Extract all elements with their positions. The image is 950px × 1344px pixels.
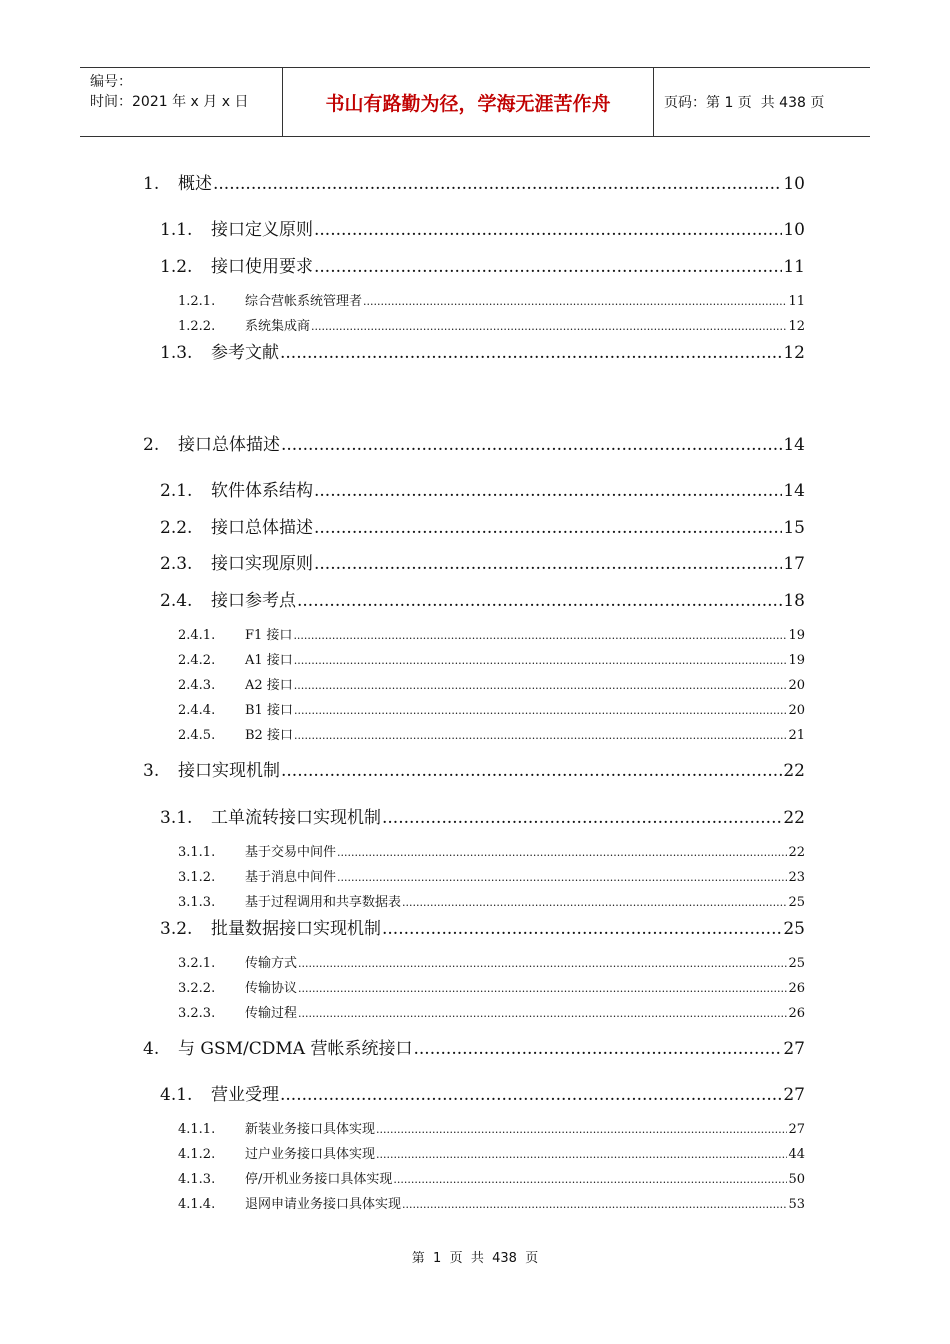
toc-dot-leader (297, 591, 782, 611)
toc-dot-leader (294, 729, 787, 742)
toc-entry-number: 4.1.2. (178, 1147, 216, 1162)
toc-dot-leader (298, 1007, 787, 1020)
toc-dot-leader (280, 1085, 782, 1105)
toc-entry-level-3[interactable] (178, 1143, 805, 1162)
toc-entry-level-2[interactable] (160, 803, 805, 828)
toc-entry-title: 接口实现原则 (211, 554, 313, 574)
toc-dot-leader (402, 1198, 787, 1211)
toc-entry-level-2[interactable] (160, 252, 805, 277)
toc-entry-number: 4.1.4. (178, 1197, 216, 1212)
page-footer (0, 1247, 950, 1266)
toc-entry-number: 3.1.1. (178, 845, 216, 860)
toc-entry-level-2[interactable] (160, 914, 805, 939)
toc-entry-level-3[interactable] (178, 1002, 805, 1021)
toc-entry-title: 基于过程调用和共享数据表 (245, 895, 402, 910)
toc-entry-title: 软件体系结构 (211, 481, 313, 501)
document-time-label: 时间：2021 年 x 月 x 日 (90, 94, 249, 110)
toc-entry-title: 系统集成商 (245, 319, 311, 334)
toc-dot-leader (294, 704, 787, 717)
toc-entry-level-3[interactable] (178, 841, 805, 860)
toc-entry-level-3[interactable] (178, 674, 805, 693)
toc-dot-leader (213, 174, 782, 194)
toc-entry-page: 23 (788, 870, 805, 885)
toc-entry-level-2[interactable] (160, 586, 805, 611)
toc-entry-level-3[interactable] (178, 1118, 805, 1137)
toc-entry-number: 2.4.3. (178, 678, 216, 693)
toc-entry-page: 18 (783, 591, 805, 611)
header-motto: 书山有路勤为径，学海无涯苦作舟 (282, 68, 654, 136)
toc-entry-title: 传输过程 (245, 1006, 298, 1021)
toc-entry-title: F1 接口 (245, 628, 293, 643)
toc-dot-leader (376, 1148, 787, 1161)
toc-entry-title: 概述 (178, 174, 212, 194)
toc-entry-level-3[interactable] (178, 624, 805, 643)
toc-entry-number: 3. (143, 761, 160, 781)
toc-entry-page: 22 (788, 845, 805, 860)
toc-entry-title: 营业受理 (211, 1085, 279, 1105)
toc-dot-leader (337, 846, 787, 859)
toc-entry-page: 26 (788, 1006, 805, 1021)
toc-entry-title: 与 GSM/CDMA 营帐系统接口 (178, 1039, 413, 1059)
toc-dot-leader (294, 654, 788, 667)
toc-dot-leader (298, 957, 787, 970)
toc-entry-level-1[interactable] (143, 430, 805, 455)
toc-entry-page: 14 (783, 435, 805, 455)
toc-entry-number: 4.1.1. (178, 1122, 216, 1137)
toc-entry-number: 2.2. (160, 518, 193, 538)
toc-entry-page: 15 (783, 518, 805, 538)
toc-entry-title: 传输方式 (245, 956, 298, 971)
toc-entry-title: 参考文献 (211, 343, 279, 363)
toc-entry-number: 3.2.2. (178, 981, 216, 996)
toc-entry-page: 27 (788, 1122, 805, 1137)
toc-entry-number: 2.3. (160, 554, 193, 574)
toc-entry-number: 1.2.2. (178, 319, 216, 334)
toc-entry-level-3[interactable] (178, 315, 805, 334)
toc-dot-leader (393, 1173, 787, 1186)
footer-page-number: 第 1 页 共 438 页 (411, 1251, 539, 1266)
toc-dot-leader (314, 518, 782, 538)
toc-entry-title: 传输协议 (245, 981, 298, 996)
toc-entry-page: 10 (783, 174, 805, 194)
toc-entry-page: 14 (783, 481, 805, 501)
toc-entry-page: 27 (783, 1085, 805, 1105)
toc-entry-page: 17 (783, 554, 805, 574)
toc-entry-page: 22 (783, 761, 805, 781)
toc-entry-page: 27 (783, 1039, 805, 1059)
toc-entry-level-2[interactable] (160, 338, 805, 363)
toc-entry-number: 1.1. (160, 220, 193, 240)
toc-entry-page: 20 (788, 703, 805, 718)
toc-entry-number: 3.1.3. (178, 895, 216, 910)
toc-entry-page: 25 (783, 919, 805, 939)
toc-entry-page: 20 (788, 678, 805, 693)
toc-entry-title: 批量数据接口实现机制 (211, 919, 381, 939)
toc-entry-number: 2.4.4. (178, 703, 216, 718)
toc-entry-level-3[interactable] (178, 649, 805, 668)
toc-dot-leader (314, 257, 782, 277)
toc-entry-number: 1.2. (160, 257, 193, 277)
toc-entry-title: 工单流转接口实现机制 (211, 808, 381, 828)
toc-entry-page: 11 (788, 294, 805, 309)
toc-entry-title: 接口总体描述 (211, 518, 313, 538)
toc-entry-title: 基于消息中间件 (245, 870, 337, 885)
toc-entry-number: 1.3. (160, 343, 193, 363)
toc-entry-number: 2. (143, 435, 160, 455)
toc-entry-number: 3.2.1. (178, 956, 216, 971)
toc-entry-level-1[interactable] (143, 169, 805, 194)
toc-entry-level-2[interactable] (160, 513, 805, 538)
toc-entry-page: 50 (788, 1172, 805, 1187)
toc-entry-level-3[interactable] (178, 699, 805, 718)
toc-entry-number: 2.4.2. (178, 653, 216, 668)
toc-entry-title: 接口实现机制 (178, 761, 280, 781)
toc-entry-title: 停/开机业务接口具体实现 (245, 1172, 393, 1187)
toc-entry-level-3[interactable] (178, 290, 805, 309)
toc-dot-leader (311, 320, 787, 333)
toc-dot-leader (402, 896, 787, 909)
toc-entry-number: 3.1. (160, 808, 193, 828)
toc-entry-page: 44 (788, 1147, 805, 1162)
toc-dot-leader (363, 295, 787, 308)
toc-entry-level-3[interactable] (178, 1168, 805, 1187)
toc-entry-title: 过户业务接口具体实现 (245, 1147, 376, 1162)
toc-entry-title: B2 接口 (245, 728, 293, 743)
toc-entry-title: B1 接口 (245, 703, 293, 718)
toc-entry-title: 基于交易中间件 (245, 845, 337, 860)
toc-entry-level-2[interactable] (160, 476, 805, 501)
toc-entry-number: 2.4.5. (178, 728, 216, 743)
toc-entry-title: 接口参考点 (211, 591, 296, 611)
toc-entry-level-3[interactable] (178, 866, 805, 885)
toc-entry-title: A1 接口 (245, 653, 293, 668)
toc-entry-page: 11 (783, 257, 805, 277)
toc-dot-leader (376, 1123, 787, 1136)
toc-entry-level-3[interactable] (178, 724, 805, 743)
toc-dot-leader (382, 808, 782, 828)
toc-entry-page: 12 (788, 319, 805, 334)
toc-entry-page: 19 (788, 628, 805, 643)
toc-dot-leader (281, 761, 782, 781)
toc-entry-number: 2.1. (160, 481, 193, 501)
toc-entry-page: 26 (788, 981, 805, 996)
toc-entry-title: 接口定义原则 (211, 220, 313, 240)
toc-dot-leader (337, 871, 787, 884)
toc-entry-number: 1. (143, 174, 160, 194)
toc-entry-number: 2.4.1. (178, 628, 216, 643)
toc-entry-number: 3.2. (160, 919, 193, 939)
toc-entry-number: 4.1.3. (178, 1172, 216, 1187)
toc-dot-leader (293, 629, 787, 642)
toc-entry-level-2[interactable] (160, 549, 805, 574)
toc-entry-title: 接口使用要求 (211, 257, 313, 277)
toc-entry-title: A2 接口 (245, 678, 293, 693)
toc-entry-level-3[interactable] (178, 891, 805, 910)
toc-entry-number: 3.1.2. (178, 870, 216, 885)
toc-entry-level-3[interactable] (178, 977, 805, 996)
toc-dot-leader (414, 1039, 783, 1059)
toc-entry-title: 接口总体描述 (178, 435, 280, 455)
toc-entry-page: 10 (783, 220, 805, 240)
toc-dot-leader (314, 554, 782, 574)
toc-entry-page: 12 (783, 343, 805, 363)
toc-entry-page: 25 (788, 956, 805, 971)
toc-dot-leader (382, 919, 782, 939)
toc-entry-title: 新装业务接口具体实现 (245, 1122, 376, 1137)
toc-dot-leader (314, 481, 782, 501)
toc-entry-title: 退网申请业务接口具体实现 (245, 1197, 402, 1212)
toc-entry-level-3[interactable] (178, 952, 805, 971)
toc-entry-number: 2.4. (160, 591, 193, 611)
toc-dot-leader (294, 679, 788, 692)
header-page-info-text: 页码：第 1 页 共 438 页 (664, 95, 825, 111)
toc-entry-number: 3.2.3. (178, 1006, 216, 1021)
toc-entry-page: 53 (788, 1197, 805, 1212)
toc-entry-level-2[interactable] (160, 1080, 805, 1105)
toc-entry-level-1[interactable] (143, 1034, 805, 1059)
toc-entry-level-3[interactable] (178, 1193, 805, 1212)
toc-dot-leader (314, 220, 782, 240)
toc-entry-page: 19 (788, 653, 805, 668)
toc-entry-page: 22 (783, 808, 805, 828)
toc-dot-leader (280, 343, 782, 363)
toc-entry-number: 4.1. (160, 1085, 193, 1105)
toc-entry-number: 4. (143, 1039, 160, 1059)
toc-dot-leader (281, 435, 782, 455)
toc-entry-number: 1.2.1. (178, 294, 216, 309)
toc-entry-page: 21 (788, 728, 805, 743)
toc-entry-title: 综合营帐系统管理者 (245, 294, 363, 309)
toc-entry-level-2[interactable] (160, 215, 805, 240)
toc-entry-level-1[interactable] (143, 756, 805, 781)
toc-entry-page: 25 (788, 895, 805, 910)
toc-dot-leader (298, 982, 787, 995)
document-number-label: 编号： (90, 74, 132, 90)
